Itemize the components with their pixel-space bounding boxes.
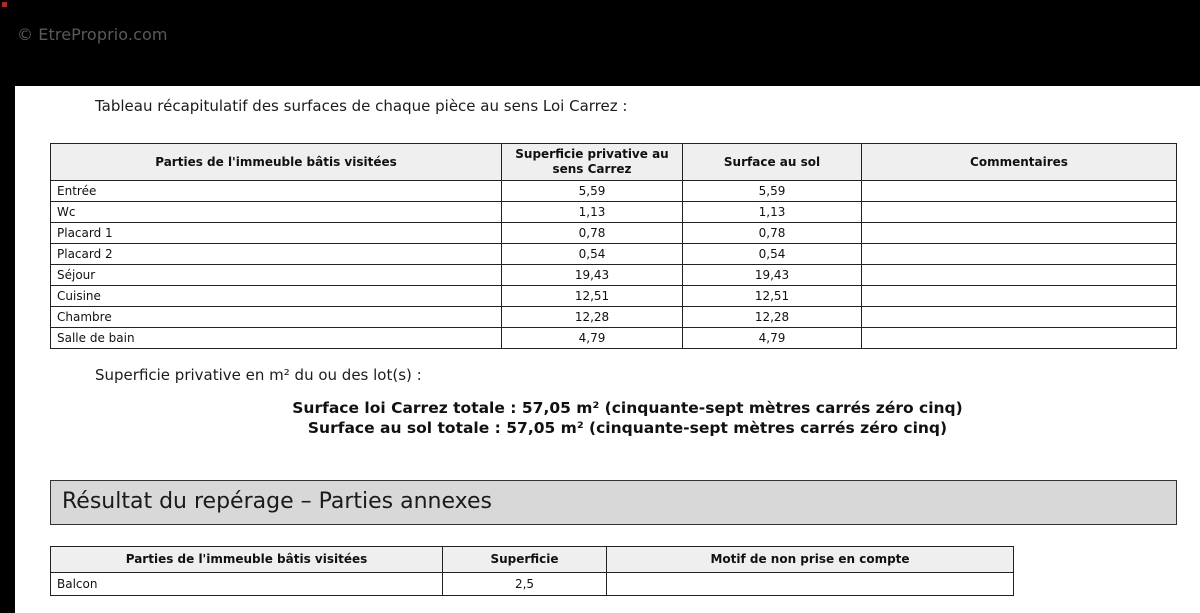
table-row [51, 573, 1014, 596]
cell-sol: 19,43 [683, 265, 862, 286]
column-header-commentaires: Commentaires [862, 144, 1177, 181]
cell-commentaire [862, 286, 1177, 307]
lot-surface-label: Superficie privative en m² du ou des lot(s) : [95, 366, 422, 384]
cell-sol: 1,13 [683, 202, 862, 223]
cell-commentaire [862, 202, 1177, 223]
column-header-piece: Parties de l'immeuble bâtis visitées [51, 144, 502, 181]
table-row [51, 181, 1177, 202]
cell-motif [607, 573, 1014, 596]
cell-carrez: 12,51 [502, 286, 683, 307]
table-header-row [51, 144, 1177, 181]
cell-piece: Séjour [51, 265, 502, 286]
annex-table [50, 546, 1014, 596]
column-header-piece: Parties de l'immeuble bâtis visitées [51, 547, 443, 573]
cell-superficie: 2,5 [443, 573, 607, 596]
cell-piece: Balcon [51, 573, 443, 596]
cell-commentaire [862, 223, 1177, 244]
cell-carrez: 12,28 [502, 307, 683, 328]
cell-commentaire [862, 307, 1177, 328]
cell-carrez: 19,43 [502, 265, 683, 286]
column-header-motif: Motif de non prise en compte [607, 547, 1014, 573]
cell-piece: Cuisine [51, 286, 502, 307]
table-row [51, 244, 1177, 265]
table-row [51, 265, 1177, 286]
total-carrez: Surface loi Carrez totale : 57,05 m² (cinquante-sept mètres carrés zéro cinq) [292, 399, 963, 417]
cell-carrez: 0,54 [502, 244, 683, 265]
cell-piece: Entrée [51, 181, 502, 202]
document-page [15, 86, 1200, 613]
total-sol: Surface au sol totale : 57,05 m² (cinquante-sept mètres carrés zéro cinq) [307, 419, 948, 437]
cell-piece: Placard 2 [51, 244, 502, 265]
cell-sol: 12,28 [683, 307, 862, 328]
column-header-carrez: Superficie privative au sens Carrez [502, 144, 683, 181]
table-row [51, 328, 1177, 349]
cell-sol: 0,54 [683, 244, 862, 265]
cell-carrez: 5,59 [502, 181, 683, 202]
cell-carrez: 4,79 [502, 328, 683, 349]
cell-sol: 12,51 [683, 286, 862, 307]
column-header-superficie: Superficie [443, 547, 607, 573]
cell-sol: 4,79 [683, 328, 862, 349]
cell-sol: 5,59 [683, 181, 862, 202]
annex-section-heading: Résultat du repérage – Parties annexes [50, 480, 1177, 525]
cell-carrez: 0,78 [502, 223, 683, 244]
cell-piece: Salle de bain [51, 328, 502, 349]
cell-sol: 0,78 [683, 223, 862, 244]
column-header-sol: Surface au sol [683, 144, 862, 181]
carrez-surface-table [50, 143, 1177, 349]
table-row [51, 223, 1177, 244]
cell-commentaire [862, 181, 1177, 202]
cell-commentaire [862, 244, 1177, 265]
cell-carrez: 1,13 [502, 202, 683, 223]
table-row [51, 307, 1177, 328]
totals-block [15, 398, 1200, 438]
table-row [51, 286, 1177, 307]
cell-commentaire [862, 328, 1177, 349]
cell-piece: Placard 1 [51, 223, 502, 244]
corner-marker [2, 2, 7, 7]
cell-piece: Wc [51, 202, 502, 223]
watermark: © EtreProprio.com [17, 25, 168, 44]
cell-piece: Chambre [51, 307, 502, 328]
table-row [51, 202, 1177, 223]
table-header-row [51, 547, 1014, 573]
cell-commentaire [862, 265, 1177, 286]
intro-text: Tableau récapitulatif des surfaces de chaque pièce au sens Loi Carrez : [95, 97, 628, 115]
